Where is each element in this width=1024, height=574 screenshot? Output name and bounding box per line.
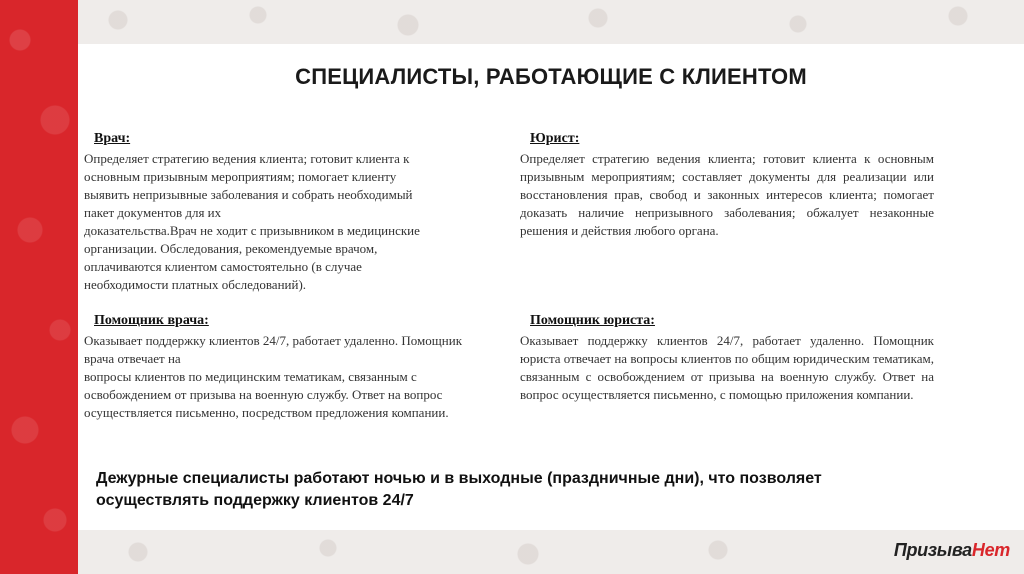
decorative-bottom-pattern [78,530,1024,574]
lawyer-assistant-heading: Помощник юриста: [530,313,655,328]
lawyer-assistant-section [520,312,934,404]
slide-content [78,44,1024,530]
doctor-section [84,130,444,294]
doctor-text-1: Определяет стратегию ведения клиента; готовит клиента к основным призывным мероприятиям; помогает клиенту выявить непризывные заболевания и собрать необходимый пакет документов для их [84,151,413,220]
company-logo [894,540,1010,561]
logo-part-1: Призыва [893,540,972,560]
lawyer-assistant-text: Оказывает поддержку клиентов 24/7, работает удаленно. Помощник юриста отвечает на вопросы клиентов по общим юридическим тематикам, связанным с освобождением от призыва на военную службу. Ответ на вопрос осуществляется письменно, с помощью приложения компании. [520,333,934,402]
doctor-assistant-section [84,312,476,422]
lawyer-section [520,130,934,240]
doctor-heading: Врач: [94,131,131,146]
doctor-assistant-text-2: вопросы клиентов по медицинским тематикам, связанным с освобождением от призыва на военную службу. Ответ на вопрос осуществляется письменно, посредством предложения компании. [84,369,449,420]
decorative-red-band [0,0,78,574]
logo-part-2: Нет [971,540,1010,560]
slide-title: СПЕЦИАЛИСТЫ, РАБОТАЮЩИЕ С КЛИЕНТОМ [295,64,807,89]
doctor-text-2: доказательства.Врач не ходит с призывником в медицинские организации. Обследования, рекомендуемые врачом, оплачиваются клиентом самостоятельно (в случае необходимости платных обследований). [84,223,420,292]
footer-note: Дежурные специалисты работают ночью и в выходные (праздничные дни), что позволяет осуществлять поддержку клиентов 24/7 [96,470,822,509]
lawyer-heading: Юрист: [530,131,580,146]
lawyer-text: Определяет стратегию ведения клиента; готовит клиента к основным призывным мероприятиям; составляет документы для реализации или восстановления прав, свобод и законных интересов клиента; помогает доказать наличие непризывного заболевания; обжалует незаконные решения и действия любого органа. [520,151,934,238]
decorative-top-pattern [78,0,1024,44]
doctor-assistant-text-1: Оказывает поддержку клиентов 24/7, работает удаленно. Помощник врача отвечает на [84,333,463,366]
doctor-assistant-heading: Помощник врача: [94,313,209,328]
